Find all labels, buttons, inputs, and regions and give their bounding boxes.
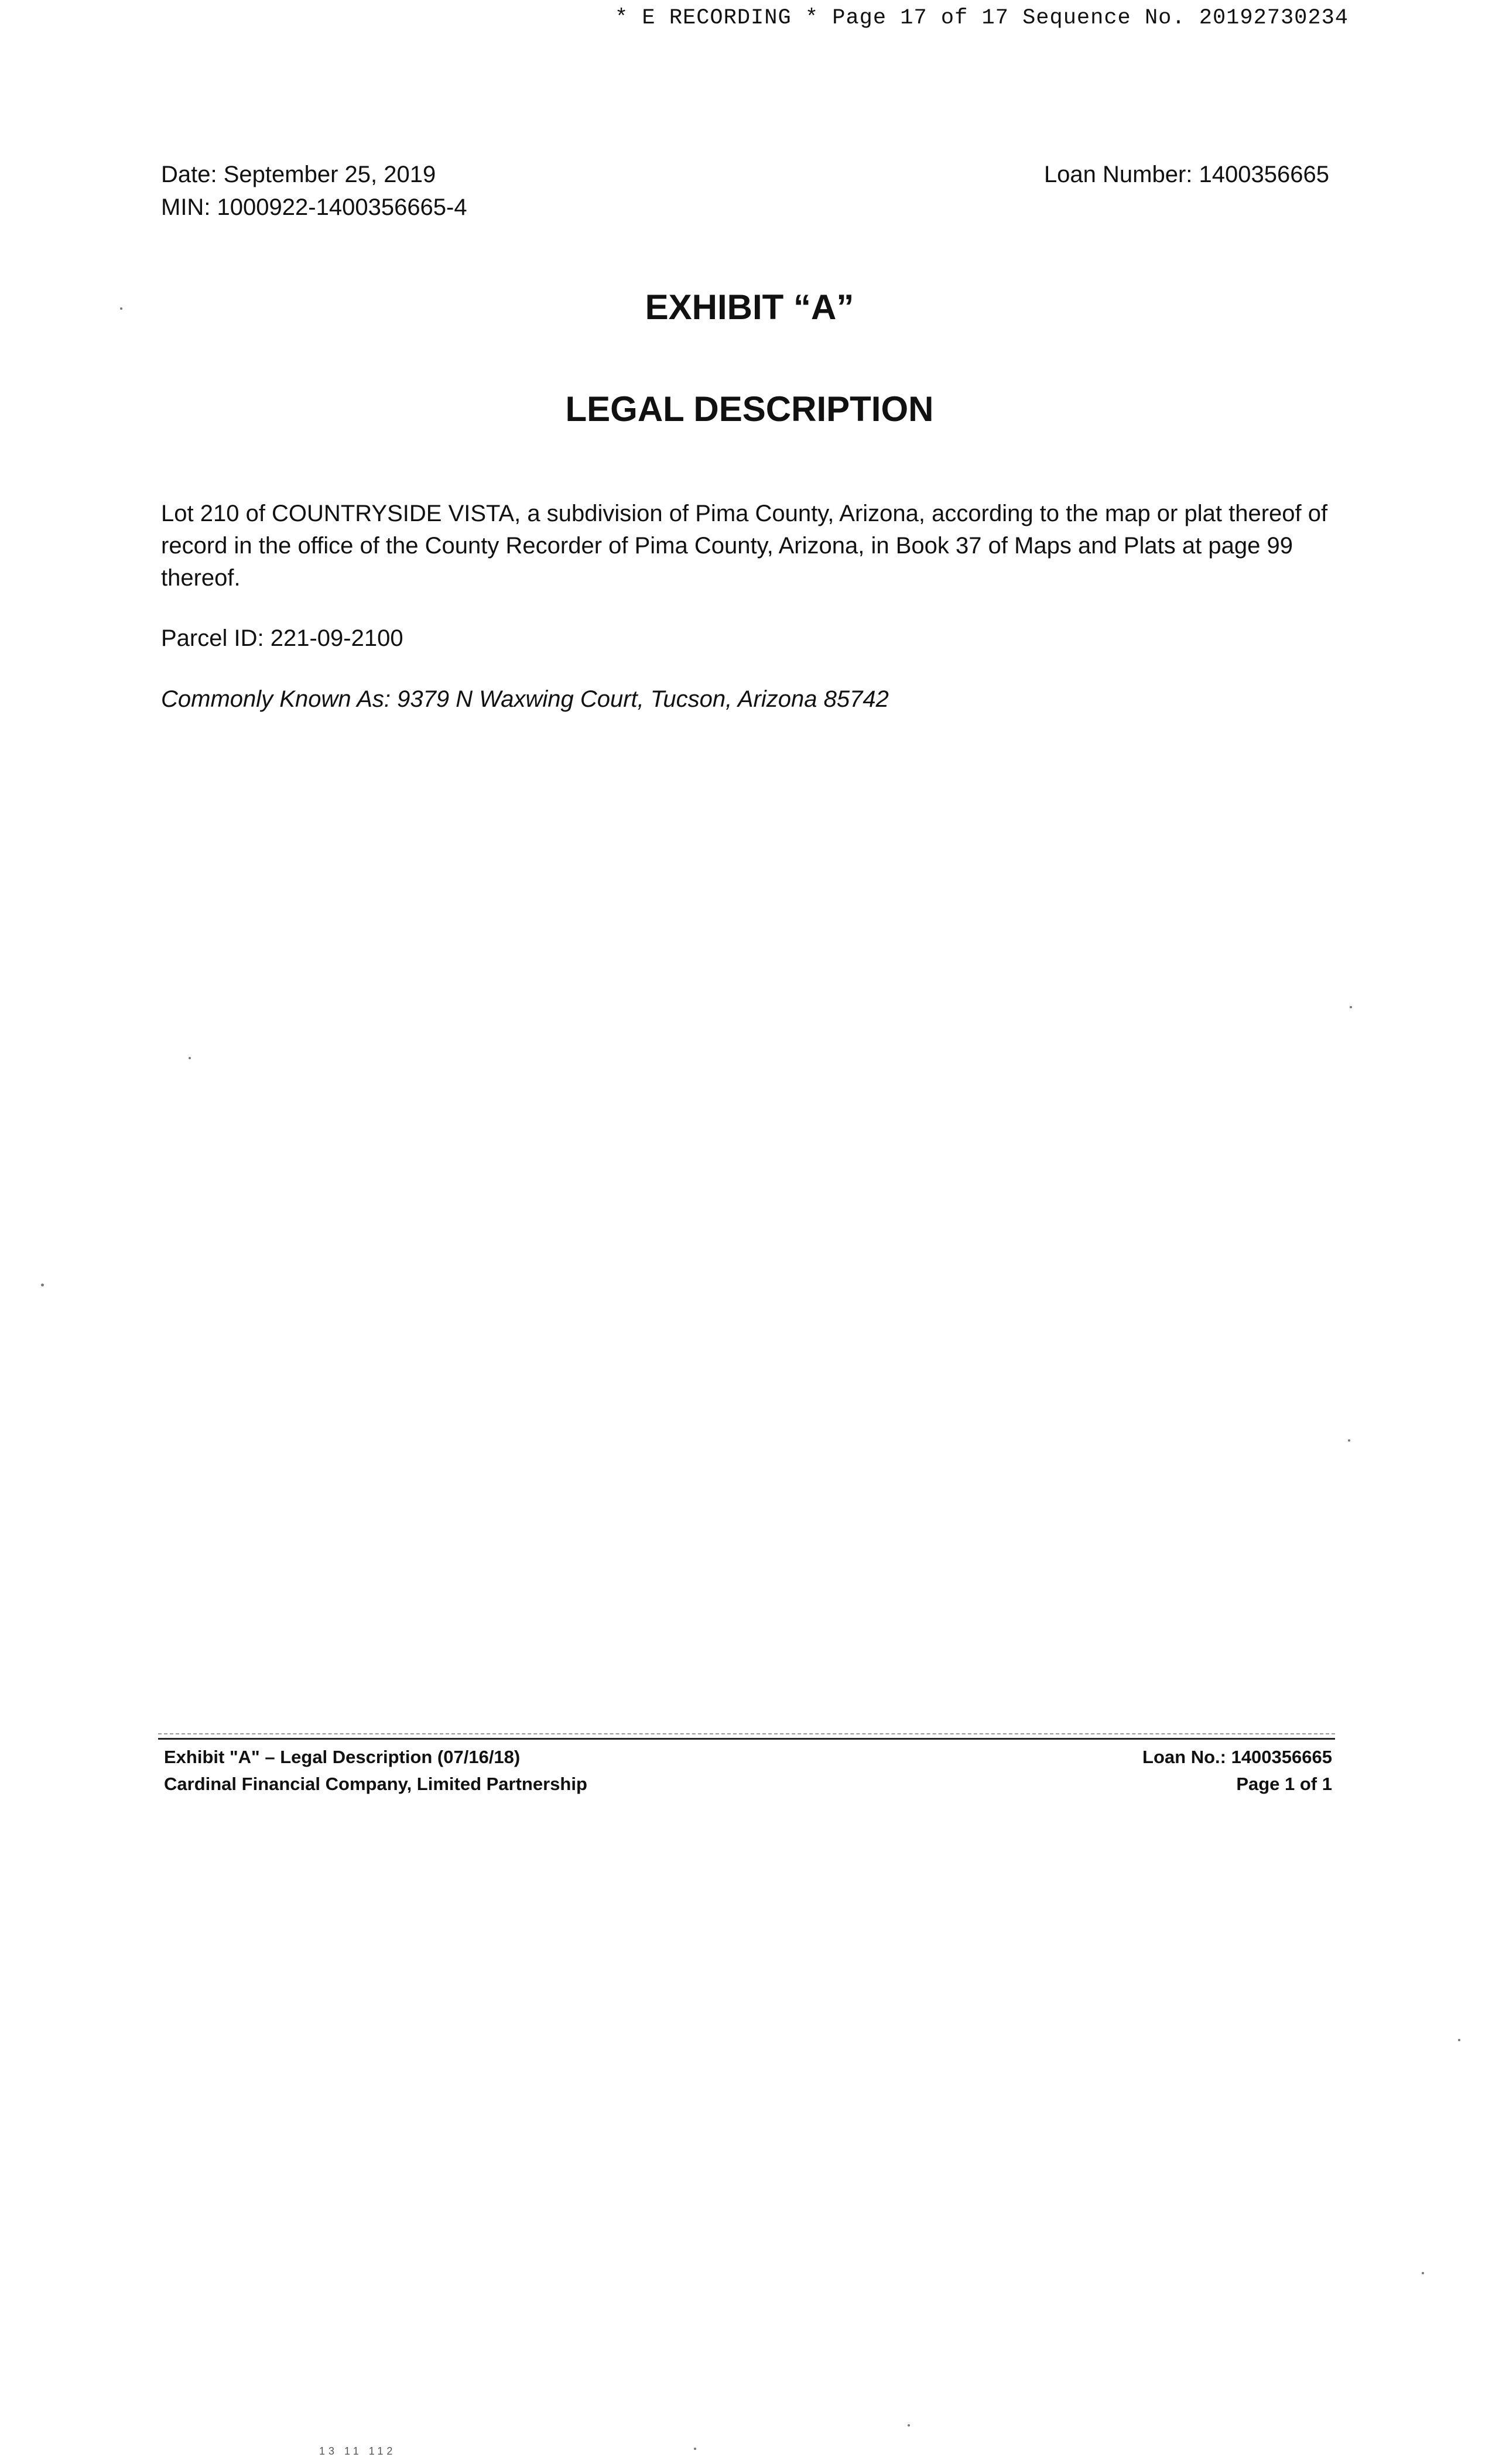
min-number: MIN: 1000922-1400356665-4: [161, 194, 467, 220]
stray-scan-mark: 13 11 112: [319, 2445, 396, 2457]
footer-right: [1142, 1744, 1332, 1798]
scan-speck: [120, 307, 122, 310]
commonly-known-as: Commonly Known As: 9379 N Waxwing Court, Tucson, Arizona 85742: [161, 686, 889, 712]
scan-speck: [908, 2424, 910, 2427]
footer-page-number: Page 1 of 1: [1236, 1774, 1332, 1794]
scan-speck: [1348, 1439, 1350, 1442]
scan-speck: [41, 1284, 44, 1286]
footer-divider: [158, 1738, 1335, 1740]
paragraph-line: thereof.: [161, 565, 241, 591]
recording-header: * E RECORDING * Page 17 of 17 Sequence No. 20192730234: [615, 6, 1349, 30]
exhibit-title: EXHIBIT “A”: [645, 288, 854, 327]
scan-speck: [1458, 2039, 1460, 2041]
footer-loan-number: Loan No.: 1400356665: [1142, 1747, 1332, 1767]
legal-description-paragraph: [161, 498, 1332, 594]
paragraph-line: record in the office of the County Recorder of Pima County, Arizona, in Book 37 of Maps and Plats at page 99: [161, 533, 1293, 559]
scan-speck: [1350, 1006, 1352, 1008]
legal-description-title: LEGAL DESCRIPTION: [565, 389, 934, 429]
footer-left: [164, 1744, 587, 1798]
footer-company: Cardinal Financial Company, Limited Partnership: [164, 1774, 587, 1794]
scan-speck: [189, 1057, 191, 1059]
loan-number: Loan Number: 1400356665: [1043, 162, 1329, 187]
footer-form-name: Exhibit "A" – Legal Description (07/16/18): [164, 1747, 521, 1767]
document-date: Date: September 25, 2019: [161, 162, 436, 187]
paragraph-line: Lot 210 of COUNTRYSIDE VISTA, a subdivision of Pima County, Arizona, according to the map or plat thereof of: [161, 501, 1328, 526]
date-block: [161, 158, 467, 224]
scan-speck: [694, 2448, 696, 2450]
footer-scan-artifact-line: [158, 1733, 1335, 1734]
parcel-id: Parcel ID: 221-09-2100: [161, 625, 403, 651]
scan-speck: [1422, 2272, 1424, 2274]
